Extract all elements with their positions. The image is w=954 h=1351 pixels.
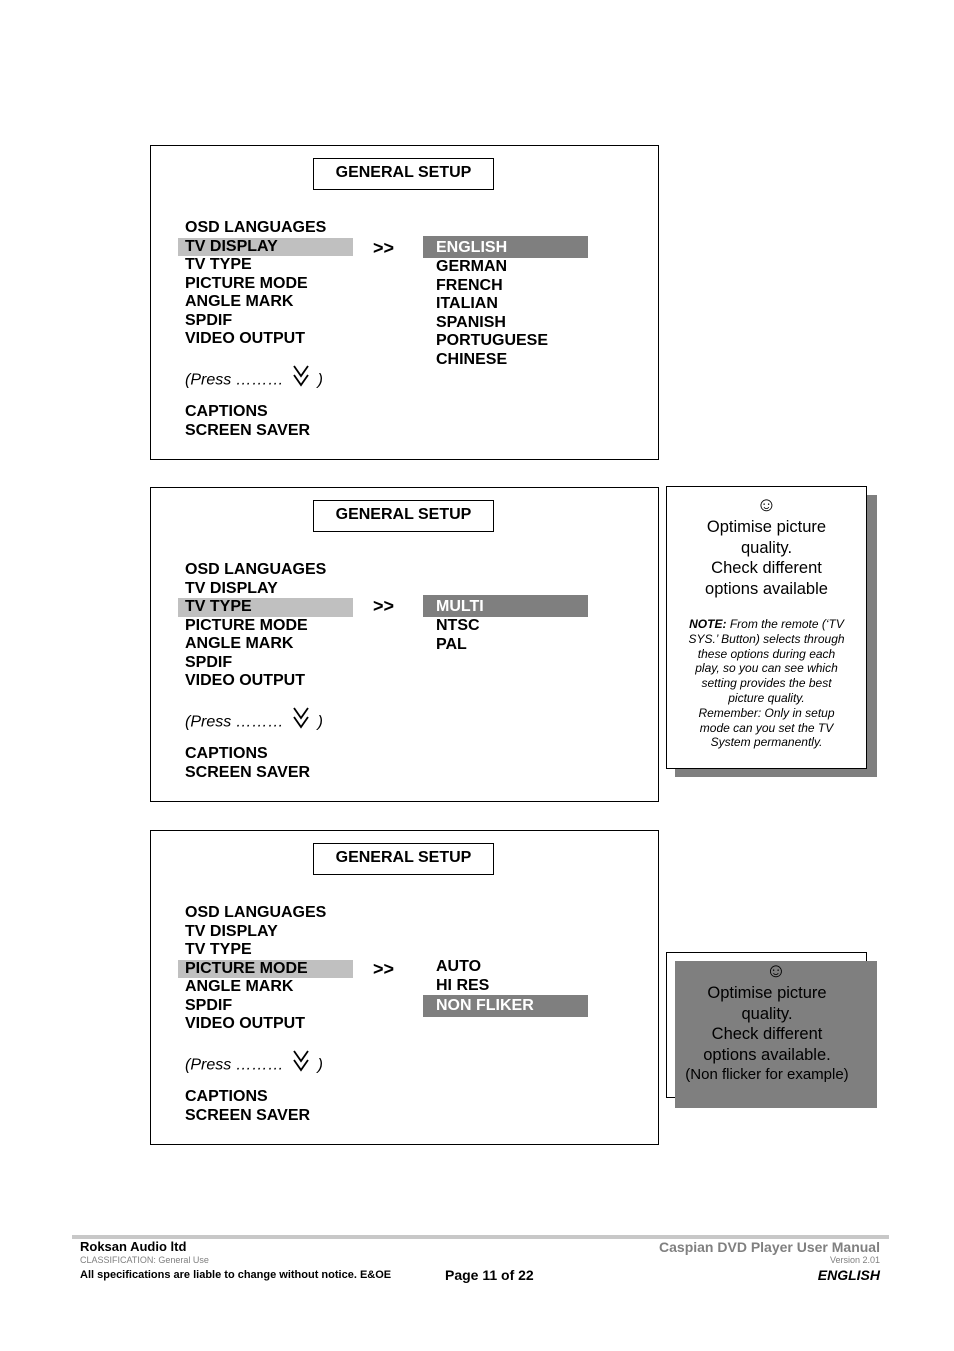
tip-text (657, 983, 877, 1065)
panel-title: GENERAL SETUP (313, 158, 494, 190)
menu-item-picture-mode[interactable]: PICTURE MODE (185, 616, 308, 634)
note-line: System permanently. (710, 735, 823, 750)
press-hint-close: ) (317, 713, 323, 731)
option-list (423, 595, 588, 654)
menu-item-angle-mark[interactable]: ANGLE MARK (185, 978, 294, 995)
footer-language: ENGLISH (817, 1267, 880, 1283)
option-item[interactable]: NTSC (436, 617, 480, 634)
menu-item-video-output[interactable]: VIDEO OUTPUT (185, 1015, 306, 1032)
menu-item-picture-mode[interactable]: PICTURE MODE (185, 274, 308, 292)
note-line: play, so you can see which (695, 661, 838, 676)
footer-disclaimer: All specifications are liable to change without notice. E&OE (80, 1269, 392, 1281)
option-item[interactable]: AUTO (436, 958, 482, 975)
press-hint-close: ) (317, 371, 323, 389)
tip-line: Optimise picture (706, 518, 827, 536)
menu-item-angle-mark[interactable]: ANGLE MARK (185, 635, 294, 652)
menu-item-tv-type[interactable]: TV TYPE (185, 256, 252, 273)
menu-item-tv-display[interactable]: TV DISPLAY (185, 579, 278, 597)
option-list (423, 236, 588, 369)
setup-menu (178, 904, 353, 1034)
option-item[interactable]: ENGLISH (423, 236, 588, 258)
option-item[interactable]: SPANISH (436, 313, 506, 331)
menu-item-captions[interactable]: CAPTIONS (185, 403, 268, 420)
tip-box-tv-type (666, 486, 867, 769)
menu-item-screen-saver[interactable]: SCREEN SAVER (185, 763, 311, 781)
setup-menu (178, 561, 353, 691)
footer-page-number: Page 11 of 22 (445, 1267, 534, 1283)
footer-version: Version 2.01 (829, 1255, 880, 1265)
tip-line: options available (705, 579, 828, 598)
tip-line: quality. (741, 1004, 793, 1023)
menu-item-captions[interactable]: CAPTIONS (185, 745, 268, 762)
smiley-icon: ☺ (756, 494, 777, 516)
setup-menu-extra (178, 403, 353, 440)
menu-item-osd-languages[interactable]: OSD LANGUAGES (185, 904, 327, 921)
menu-item-spdif[interactable]: SPDIF (185, 653, 233, 671)
double-chevron-down-icon (292, 1049, 310, 1082)
setup-panel-tv-display (150, 145, 659, 460)
setup-panel-tv-type (150, 487, 659, 802)
note-line: Remember: Only in setup (698, 705, 835, 720)
menu-item-osd-languages[interactable]: OSD LANGUAGES (185, 219, 327, 236)
option-item[interactable]: NON FLIKER (423, 995, 588, 1017)
menu-item-screen-saver[interactable]: SCREEN SAVER (185, 1106, 311, 1124)
menu-item-video-output[interactable]: VIDEO OUTPUT (185, 672, 306, 689)
submenu-arrow: >> (373, 596, 395, 616)
menu-item-tv-type[interactable]: TV TYPE (185, 941, 252, 958)
tip-text (667, 517, 866, 599)
double-chevron-down-icon (292, 706, 310, 739)
note-line: mode can you set the TV (699, 720, 834, 735)
double-chevron-down-icon (292, 364, 310, 397)
note-text (667, 617, 866, 750)
menu-item-screen-saver[interactable]: SCREEN SAVER (185, 421, 311, 439)
tip-line: quality. (740, 538, 793, 557)
option-item[interactable]: PAL (436, 635, 467, 653)
press-hint-close: ) (317, 1056, 323, 1074)
press-hint (185, 364, 323, 390)
tip-subtext: (Non flicker for example) (685, 1066, 849, 1083)
panel-title: GENERAL SETUP (313, 500, 494, 532)
menu-item-tv-display[interactable]: TV DISPLAY (185, 922, 278, 940)
option-item[interactable]: GERMAN (436, 258, 508, 275)
menu-item-spdif[interactable]: SPDIF (185, 311, 233, 329)
press-hint (185, 1049, 323, 1075)
menu-item-picture-mode[interactable]: PICTURE MODE (178, 960, 353, 979)
setup-panel-picture-mode (150, 830, 659, 1145)
setup-menu-extra (178, 745, 353, 782)
option-list (423, 958, 588, 1017)
tip-line: Check different (711, 1025, 823, 1043)
setup-menu (178, 219, 353, 349)
footer-manual-title: Caspian DVD Player User Manual (659, 1239, 880, 1255)
submenu-arrow: >> (373, 959, 395, 979)
note-line: setting provides the best (701, 676, 832, 691)
footer-classification: CLASSIFICATION: General Use (80, 1255, 209, 1265)
note-line: From the remote (‘TV (726, 617, 844, 631)
menu-item-tv-type[interactable]: TV TYPE (178, 598, 353, 617)
option-item[interactable]: MULTI (423, 595, 588, 617)
tip-box-picture-mode (675, 961, 877, 1108)
submenu-arrow: >> (373, 238, 395, 258)
footer-company: Roksan Audio ltd (80, 1239, 187, 1254)
menu-item-captions[interactable]: CAPTIONS (185, 1088, 268, 1105)
tip-line: Optimise picture (707, 984, 827, 1002)
setup-menu-extra (178, 1088, 353, 1125)
note-line: these options during each (697, 646, 836, 661)
press-hint-text: (Press ……… (185, 713, 284, 731)
tip-line: options available. (703, 1045, 831, 1064)
option-item[interactable]: PORTUGUESE (436, 332, 549, 349)
panel-title: GENERAL SETUP (313, 843, 494, 875)
note-line: SYS.’ Button) selects through (688, 631, 845, 646)
menu-item-video-output[interactable]: VIDEO OUTPUT (185, 330, 306, 347)
press-hint-text: (Press ……… (185, 371, 284, 389)
option-item[interactable]: FRENCH (436, 276, 503, 294)
press-hint (185, 706, 323, 732)
tip-line: Check different (711, 559, 822, 577)
option-item[interactable]: HI RES (436, 976, 490, 994)
menu-item-angle-mark[interactable]: ANGLE MARK (185, 293, 294, 310)
press-hint-text: (Press ……… (185, 1056, 284, 1074)
note-line: picture quality. (728, 690, 805, 705)
note-label: NOTE: (689, 617, 727, 631)
menu-item-osd-languages[interactable]: OSD LANGUAGES (185, 561, 327, 578)
option-item[interactable]: ITALIAN (436, 295, 498, 312)
smiley-icon: ☺ (765, 960, 787, 982)
menu-item-tv-display[interactable]: TV DISPLAY (178, 238, 353, 257)
option-item[interactable]: CHINESE (436, 350, 508, 368)
menu-item-spdif[interactable]: SPDIF (185, 996, 233, 1014)
